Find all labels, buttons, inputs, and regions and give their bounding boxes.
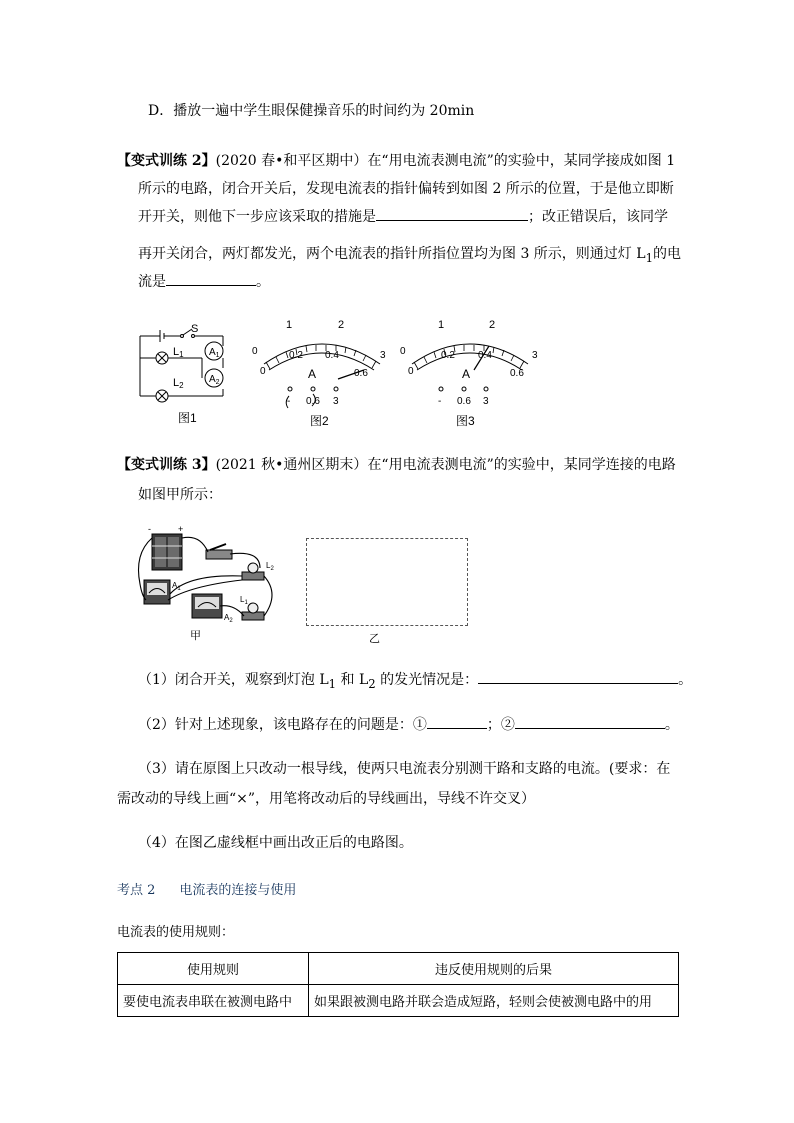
terminal-0.6-label: 0.6 xyxy=(306,396,320,407)
terminal-minus-label: - xyxy=(438,396,442,407)
table-header-cell: 使用规则 xyxy=(118,953,309,985)
scale-left-0: 0 xyxy=(252,346,258,357)
rules-heading: 电流表的使用规则： xyxy=(117,925,235,940)
lamp-l2-label: L2 xyxy=(173,377,184,390)
kaodian-label: 考点 2 xyxy=(117,883,156,898)
kaodian-heading xyxy=(117,879,296,898)
exercise-2-line-2: 所示的电路，闭合开关后，发现电流表的指针偏转到如图 2 所示的位置，于是他立即断 xyxy=(138,181,674,197)
bot-tick-0: 0 xyxy=(408,366,414,377)
switch-label: S xyxy=(191,323,199,335)
option-d: D．播放一遍中学生眼保健操音乐的时间约为 20min xyxy=(148,103,475,119)
table-cell: 如果跟被测电路并联会造成短路，轻则会使被测电路中的用 xyxy=(309,985,679,1017)
exercise-2-source: (2020 春•和平区期中） xyxy=(215,153,368,169)
question-2: （2）针对上述现象，该电路存在的问题是：① ；② 。 xyxy=(138,711,679,739)
battery-plus-label: + xyxy=(178,524,184,534)
terminal-minus-label: - xyxy=(287,396,291,407)
top-tick-1: 1 xyxy=(438,319,445,331)
battery-pack xyxy=(152,534,182,570)
l2-label: $L_2$ xyxy=(266,561,274,572)
bot-tick-0.6: 0.6 xyxy=(510,368,524,379)
exercise-3-line-2: 如图甲所示： xyxy=(138,487,222,503)
terminal-3-label: 3 xyxy=(483,396,489,407)
figure-1-circuit xyxy=(130,318,240,428)
bot-tick-0.4: 0.4 xyxy=(325,350,339,361)
unit-label: A xyxy=(308,367,317,381)
exercise-2-line-3: 开开关，则他下一步应该采取的措施是 ；改正错误后，该同学 xyxy=(138,203,668,231)
figure-jia-caption: 甲 xyxy=(190,629,201,642)
terminal-3 xyxy=(334,387,338,391)
table-header-row xyxy=(118,953,679,985)
terminal-0.6 xyxy=(311,387,315,391)
bot-tick-0.2: 0.2 xyxy=(441,350,455,361)
rules-table xyxy=(117,952,679,1017)
terminal-3-label: 3 xyxy=(333,396,339,407)
exercise-3-tag: 【变式训练 3】 xyxy=(117,457,216,473)
top-tick-2: 2 xyxy=(489,319,496,331)
battery-minus-label: - xyxy=(148,524,151,534)
top-tick-2: 2 xyxy=(338,319,345,331)
terminal-0.6-label: 0.6 xyxy=(457,396,471,407)
figure-2-caption: 图2 xyxy=(310,414,329,428)
exercise-2-line-1: 【变式训练 2】(2020 春•和平区期中）在“用电流表测电流”的实验中，某同学接成如图 1 xyxy=(117,153,676,169)
terminal-3 xyxy=(484,387,488,391)
answer-blank-q2-1[interactable] xyxy=(427,712,487,729)
ammeter-a1-device xyxy=(144,580,170,604)
ammeter-a2-device xyxy=(192,594,222,618)
terminal-0.6 xyxy=(462,387,466,391)
terminal-minus xyxy=(439,387,443,391)
lamp-l1-label: L1 xyxy=(173,346,184,359)
l1-label: $L_1$ xyxy=(240,595,248,606)
table-header-cell: 违反使用规则的后果 xyxy=(309,953,679,985)
bot-tick-0: 0 xyxy=(260,366,266,377)
figure-1-caption: 图1 xyxy=(178,411,197,425)
question-3-line-2: 需改动的导线上画“×”，用笔将改动后的导线画出，导线不许交叉） xyxy=(117,791,536,807)
figure-3-ammeter xyxy=(398,312,543,430)
bot-tick-0.2: 0.2 xyxy=(289,350,303,361)
bot-tick-0.4: 0.4 xyxy=(478,350,492,361)
figure-jia-circuit-photo xyxy=(130,524,290,644)
unit-label: A xyxy=(462,367,471,381)
answer-blank-q2-2[interactable] xyxy=(515,712,665,729)
exercise-2-line-4: 再开关闭合，两灯都发光，两个电流表的指针所指位置均为图 3 所示，则通过灯 $L_1$的电 xyxy=(138,246,681,265)
lamp-l2-device xyxy=(242,563,264,580)
scale-right-3: 3 xyxy=(380,350,386,361)
top-tick-1: 1 xyxy=(286,319,293,331)
exercise-2-line-5: 流是 。 xyxy=(138,268,270,296)
ammeter-a2-label: $A_2$ xyxy=(209,374,220,386)
figure-3-caption: 图3 xyxy=(456,414,475,428)
figure-2-ammeter xyxy=(250,312,395,430)
exercise-3-source: (2021 秋•通州区期末） xyxy=(215,457,368,473)
table-row xyxy=(118,985,679,1017)
question-1: （1）闭合开关，观察到灯泡 $L_1$ 和 $L_2$ 的发光情况是： 。 xyxy=(138,666,692,698)
figure-yi-dashed-box[interactable] xyxy=(306,538,468,626)
ammeter-a1-label: $A_1$ xyxy=(209,347,220,359)
answer-blank-q1[interactable] xyxy=(478,667,678,684)
bot-tick-0.6: 0.6 xyxy=(354,368,368,379)
a1-label: $A_1$ xyxy=(172,581,181,592)
question-3-line-1: （3）请在原图上只改动一根导线，使两只电流表分别测干路和支路的电流。(要求：在 xyxy=(138,761,671,777)
knife-switch xyxy=(206,544,232,559)
scale-right-3: 3 xyxy=(532,350,538,361)
exercise-2-tag: 【变式训练 2】 xyxy=(117,153,216,169)
figure-yi-caption: 乙 xyxy=(369,632,380,645)
exercise-3-line-1: 【变式训练 3】(2021 秋•通州区期末）在“用电流表测电流”的实验中，某同学连接的电路 xyxy=(117,457,676,473)
answer-blank-measure[interactable] xyxy=(376,204,528,221)
table-cell: 要使电流表串联在被测电路中 xyxy=(118,985,309,1017)
kaodian-title: 电流表的连接与使用 xyxy=(179,883,297,898)
scale-left-0: 0 xyxy=(400,346,406,357)
terminal-minus xyxy=(288,387,292,391)
question-4: （4）在图乙虚线框中画出改正后的电路图。 xyxy=(138,835,413,851)
answer-blank-current[interactable] xyxy=(166,269,256,286)
a2-label: $A_2$ xyxy=(224,613,233,624)
